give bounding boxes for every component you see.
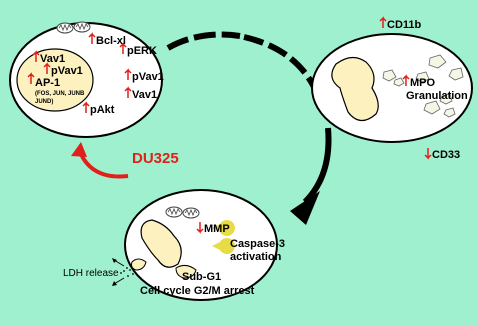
release-arrow-icon — [112, 281, 117, 286]
label-vav1-nucleus: Vav1 — [40, 53, 66, 65]
mitochondrion-icon — [183, 208, 199, 218]
label-vav1-right: Vav1 — [132, 89, 158, 101]
arrow-head-icon — [290, 191, 320, 225]
drug-arrow — [71, 142, 128, 177]
mitochondrion-icon — [166, 207, 182, 217]
cell-right — [312, 18, 472, 161]
cell-bottom — [63, 190, 285, 300]
mitochondrion-icon — [57, 23, 73, 33]
cell-left — [10, 22, 164, 137]
release-arrow-icon — [112, 258, 117, 263]
label-caspase-1: Caspase-3 — [230, 238, 286, 250]
label-cd11b: CD11b — [387, 19, 422, 31]
label-subg1: Sub-G1 — [182, 271, 222, 283]
label-granulation: Granulation — [406, 90, 468, 102]
label-cycle: Cell cycle G2/M arrest — [140, 285, 255, 297]
drug-arrow-head-icon — [71, 142, 87, 157]
label-cd33: CD33 — [432, 149, 461, 161]
drug-label: DU325 — [132, 150, 179, 167]
mitochondrion-icon — [74, 22, 90, 32]
label-ap1-members-1: (FOS, JUN, JUNB — [35, 91, 85, 97]
label-pvav1-right: pVav1 — [132, 71, 164, 83]
label-caspase-2: activation — [230, 251, 282, 263]
label-perk: pERK — [127, 45, 157, 57]
label-pakt: pAkt — [90, 104, 115, 116]
label-mmp: MMP — [204, 223, 230, 235]
label-pvav1-nucleus: pVav1 — [51, 65, 83, 77]
label-ap1: AP-1 — [35, 77, 61, 89]
label-ldh: LDH release — [63, 268, 119, 279]
label-ap1-members-2: JUND) — [35, 99, 54, 105]
label-mpo: MPO — [410, 77, 436, 89]
label-bclxl: Bcl-xl — [96, 35, 126, 47]
